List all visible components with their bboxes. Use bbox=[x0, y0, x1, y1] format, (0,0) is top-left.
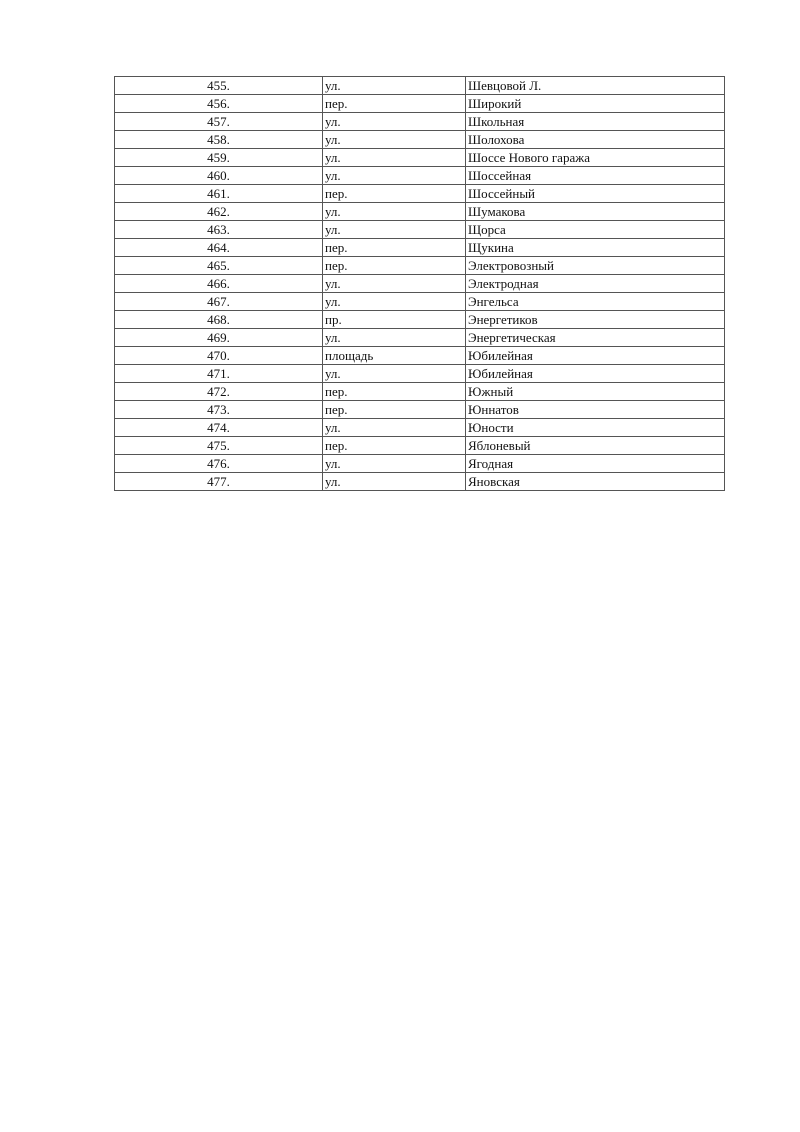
table-row bbox=[115, 293, 725, 311]
table-row bbox=[115, 401, 725, 419]
street-type-cell: площадь bbox=[323, 347, 466, 365]
row-number-cell: 455. bbox=[115, 77, 323, 95]
street-name-cell: Юности bbox=[466, 419, 725, 437]
street-type-cell: пер. bbox=[323, 185, 466, 203]
street-name-cell: Энгельса bbox=[466, 293, 725, 311]
street-name-cell: Электродная bbox=[466, 275, 725, 293]
street-name-cell: Щукина bbox=[466, 239, 725, 257]
street-type-cell: ул. bbox=[323, 167, 466, 185]
street-name-cell: Щорса bbox=[466, 221, 725, 239]
street-name-cell: Шевцовой Л. bbox=[466, 77, 725, 95]
street-name-cell: Шоссейная bbox=[466, 167, 725, 185]
street-type-cell: ул. bbox=[323, 77, 466, 95]
table-row bbox=[115, 185, 725, 203]
street-name-cell: Энергетиков bbox=[466, 311, 725, 329]
row-number-cell: 462. bbox=[115, 203, 323, 221]
street-type-cell: ул. bbox=[323, 455, 466, 473]
table-row bbox=[115, 149, 725, 167]
row-number-cell: 476. bbox=[115, 455, 323, 473]
street-type-cell: ул. bbox=[323, 365, 466, 383]
street-type-cell: пер. bbox=[323, 437, 466, 455]
table-row bbox=[115, 239, 725, 257]
street-type-cell: ул. bbox=[323, 113, 466, 131]
row-number-cell: 475. bbox=[115, 437, 323, 455]
streets-table-body bbox=[115, 77, 725, 491]
street-type-cell: ул. bbox=[323, 293, 466, 311]
street-type-cell: ул. bbox=[323, 275, 466, 293]
table-row bbox=[115, 257, 725, 275]
street-type-cell: ул. bbox=[323, 149, 466, 167]
table-row bbox=[115, 131, 725, 149]
street-name-cell: Широкий bbox=[466, 95, 725, 113]
street-type-cell: пер. bbox=[323, 383, 466, 401]
table-row bbox=[115, 365, 725, 383]
street-name-cell: Шолохова bbox=[466, 131, 725, 149]
row-number-cell: 465. bbox=[115, 257, 323, 275]
street-type-cell: ул. bbox=[323, 419, 466, 437]
row-number-cell: 456. bbox=[115, 95, 323, 113]
street-type-cell: ул. bbox=[323, 131, 466, 149]
row-number-cell: 460. bbox=[115, 167, 323, 185]
street-name-cell: Юбилейная bbox=[466, 347, 725, 365]
street-name-cell: Электровозный bbox=[466, 257, 725, 275]
row-number-cell: 474. bbox=[115, 419, 323, 437]
table-row bbox=[115, 473, 725, 491]
row-number-cell: 468. bbox=[115, 311, 323, 329]
row-number-cell: 472. bbox=[115, 383, 323, 401]
table-row bbox=[115, 419, 725, 437]
street-name-cell: Южный bbox=[466, 383, 725, 401]
row-number-cell: 469. bbox=[115, 329, 323, 347]
table-row bbox=[115, 221, 725, 239]
street-type-cell: пр. bbox=[323, 311, 466, 329]
row-number-cell: 471. bbox=[115, 365, 323, 383]
row-number-cell: 463. bbox=[115, 221, 323, 239]
street-type-cell: пер. bbox=[323, 401, 466, 419]
row-number-cell: 473. bbox=[115, 401, 323, 419]
street-type-cell: ул. bbox=[323, 203, 466, 221]
street-name-cell: Школьная bbox=[466, 113, 725, 131]
street-name-cell: Ягодная bbox=[466, 455, 725, 473]
table-row bbox=[115, 167, 725, 185]
row-number-cell: 467. bbox=[115, 293, 323, 311]
street-name-cell: Шумакова bbox=[466, 203, 725, 221]
street-type-cell: пер. bbox=[323, 239, 466, 257]
street-name-cell: Юннатов bbox=[466, 401, 725, 419]
table-row bbox=[115, 203, 725, 221]
row-number-cell: 457. bbox=[115, 113, 323, 131]
row-number-cell: 466. bbox=[115, 275, 323, 293]
row-number-cell: 477. bbox=[115, 473, 323, 491]
street-type-cell: ул. bbox=[323, 221, 466, 239]
street-type-cell: пер. bbox=[323, 95, 466, 113]
row-number-cell: 461. bbox=[115, 185, 323, 203]
table-row bbox=[115, 329, 725, 347]
street-name-cell: Яблоневый bbox=[466, 437, 725, 455]
street-name-cell: Шоссе Нового гаража bbox=[466, 149, 725, 167]
table-row bbox=[115, 437, 725, 455]
table-row bbox=[115, 455, 725, 473]
row-number-cell: 459. bbox=[115, 149, 323, 167]
streets-table bbox=[114, 76, 725, 491]
street-name-cell: Юбилейная bbox=[466, 365, 725, 383]
street-type-cell: ул. bbox=[323, 329, 466, 347]
street-name-cell: Яновская bbox=[466, 473, 725, 491]
row-number-cell: 470. bbox=[115, 347, 323, 365]
table-row bbox=[115, 95, 725, 113]
row-number-cell: 464. bbox=[115, 239, 323, 257]
table-row bbox=[115, 113, 725, 131]
table-row bbox=[115, 77, 725, 95]
street-type-cell: пер. bbox=[323, 257, 466, 275]
row-number-cell: 458. bbox=[115, 131, 323, 149]
table-row bbox=[115, 347, 725, 365]
table-row bbox=[115, 275, 725, 293]
street-type-cell: ул. bbox=[323, 473, 466, 491]
street-name-cell: Энергетическая bbox=[466, 329, 725, 347]
table-row bbox=[115, 311, 725, 329]
street-name-cell: Шоссейный bbox=[466, 185, 725, 203]
table-row bbox=[115, 383, 725, 401]
